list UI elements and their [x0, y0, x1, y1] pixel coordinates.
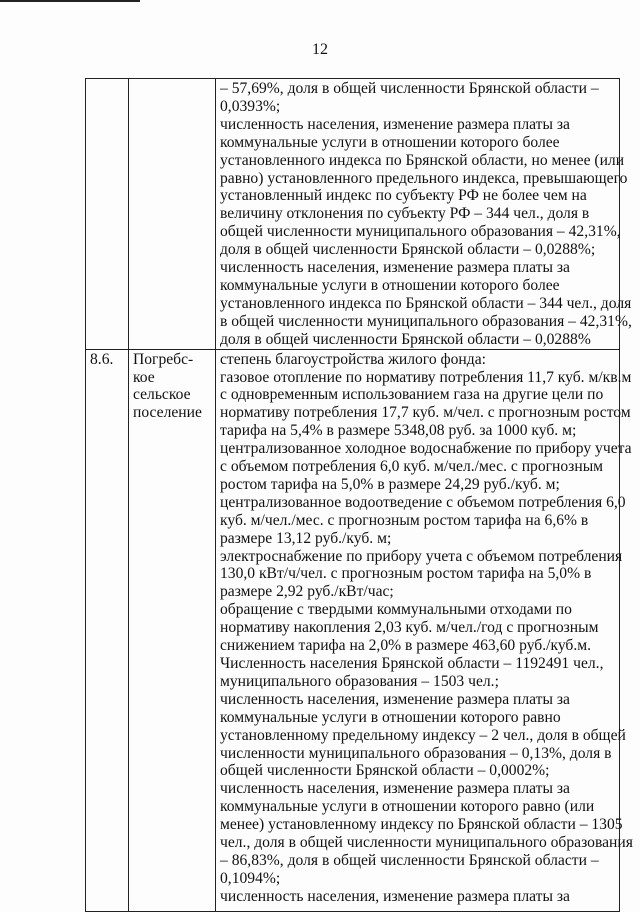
text-line: величину отклонения по субъекту РФ – 344 чел., доля в: [220, 205, 590, 223]
row-text-cell: [216, 349, 633, 911]
text-line: – 57,69%, доля в общей численности Брянской области –: [220, 80, 599, 97]
text-line: коммунальные услуги в отношении которого равно (или: [220, 798, 595, 816]
text-line: с объемом потребления 6,0 куб. м/чел./мес. с прогнозным: [220, 458, 604, 476]
text-line: установленный индекс по субъекту РФ не более чем на: [220, 187, 587, 205]
text-line: размере 2,92 руб./кВт/час;: [220, 583, 394, 601]
row-number-cell: [86, 349, 129, 911]
text-line: с одновременным использованием газа на другие цели по: [220, 386, 604, 404]
text-line: степень благоустройства жилого фонда:: [220, 350, 486, 368]
text-line: снижением тарифа на 2,0% в размере 463,60 руб./куб.м.: [220, 637, 592, 655]
text-line: нормативу накопления 2,03 куб. м/чел./год с прогнозным: [220, 619, 599, 637]
text-line: численность населения, изменение размера платы за: [220, 115, 570, 133]
row-number: 8.6.: [90, 350, 114, 368]
text-line: доля в общей численности Брянской области – 0,0288%;: [220, 241, 596, 259]
text-line: установленного индекса по Брянской области, но менее (или: [220, 151, 625, 169]
row-text-cell: [216, 79, 632, 350]
text-line: 0,0393%;: [220, 97, 281, 115]
top-rule: [0, 0, 140, 2]
text-line: коммунальные услуги в отношении которого более: [220, 133, 560, 151]
text-line: менее) установленному индексу по Брянской области – 1305: [220, 816, 623, 834]
text-line: установленного индекса по Брянской области – 344 чел., доля: [220, 294, 632, 312]
text-line: в общей численности муниципального образования – 42,31%,: [220, 312, 632, 330]
text-line: тарифа на 5,4% в размере 5348,08 руб. за 1000 куб. м;: [220, 422, 577, 440]
settlement-name-line: сельское: [133, 386, 191, 404]
text-line: централизованное водоотведение с объемом потребления 6,0: [220, 493, 626, 511]
row-name-cell: [129, 349, 216, 911]
text-line: газовое отопление по нормативу потребления 11,7 куб. м/кв.м: [220, 368, 632, 386]
text-line: централизованное холодное водоснабжение по прибору учета: [220, 440, 632, 458]
text-line: размере 13,12 руб./куб. м;: [220, 529, 392, 547]
text-line: установленному предельному индексу – 2 чел., доля в общей: [220, 726, 626, 744]
table-row: [86, 79, 620, 350]
text-line: численности муниципального образования – 0,13%, доля в: [220, 744, 612, 762]
row-number-cell: [86, 79, 129, 350]
document-table: [85, 78, 633, 912]
text-line: 130,0 кВт/ч/чел. с прогнозным ростом тарифа на 5,0% в: [220, 565, 592, 583]
text-line: чел., доля в общей численности муниципального образования: [220, 834, 633, 852]
text-line: нормативу потребления 17,7 куб. м/чел. с прогнозным ростом: [220, 404, 631, 422]
text-line: муниципального образования – 1503 чел.;: [220, 672, 499, 690]
text-line: общей численности Брянской области – 0,0002%;: [220, 762, 550, 780]
text-line: доля в общей численности Брянской области – 0,0288%: [220, 330, 591, 348]
text-line: 0,1094%;: [220, 869, 281, 887]
table-row: [86, 349, 620, 911]
settlement-name-line: кое: [133, 368, 155, 386]
page-number: 12: [312, 41, 328, 58]
text-line: равно) установленного предельного индекса, превышающего: [220, 169, 628, 187]
text-line: коммунальные услуги в отношении которого более: [220, 276, 560, 294]
text-line: численность населения, изменение размера платы за: [220, 259, 570, 277]
settlement-name-line: поселение: [133, 404, 202, 422]
text-line: электроснабжение по прибору учета с объемом потребления: [220, 547, 623, 565]
text-line: – 86,83%, доля в общей численности Брянской области –: [220, 851, 599, 869]
settlement-name-line: Погребс-: [133, 350, 194, 368]
text-line: общей численности муниципального образования – 42,31%,: [220, 223, 621, 241]
text-line: Численность населения Брянской области – 1192491 чел.,: [220, 655, 604, 672]
text-line: куб. м/чел./мес. с прогнозным ростом тарифа на 6,6% в: [220, 511, 589, 529]
row-name-cell: [129, 79, 216, 350]
text-line: численность населения, изменение размера платы за: [220, 780, 570, 798]
text-line: численность населения, изменение размера платы за: [220, 690, 570, 708]
text-line: коммунальные услуги в отношении которого равно: [220, 708, 561, 726]
text-line: обращение с твердыми коммунальными отходами по: [220, 601, 572, 619]
text-line: ростом тарифа на 5,0% в размере 24,29 руб./куб. м;: [220, 475, 560, 493]
text-line: численность населения, изменение размера платы за: [220, 887, 570, 905]
